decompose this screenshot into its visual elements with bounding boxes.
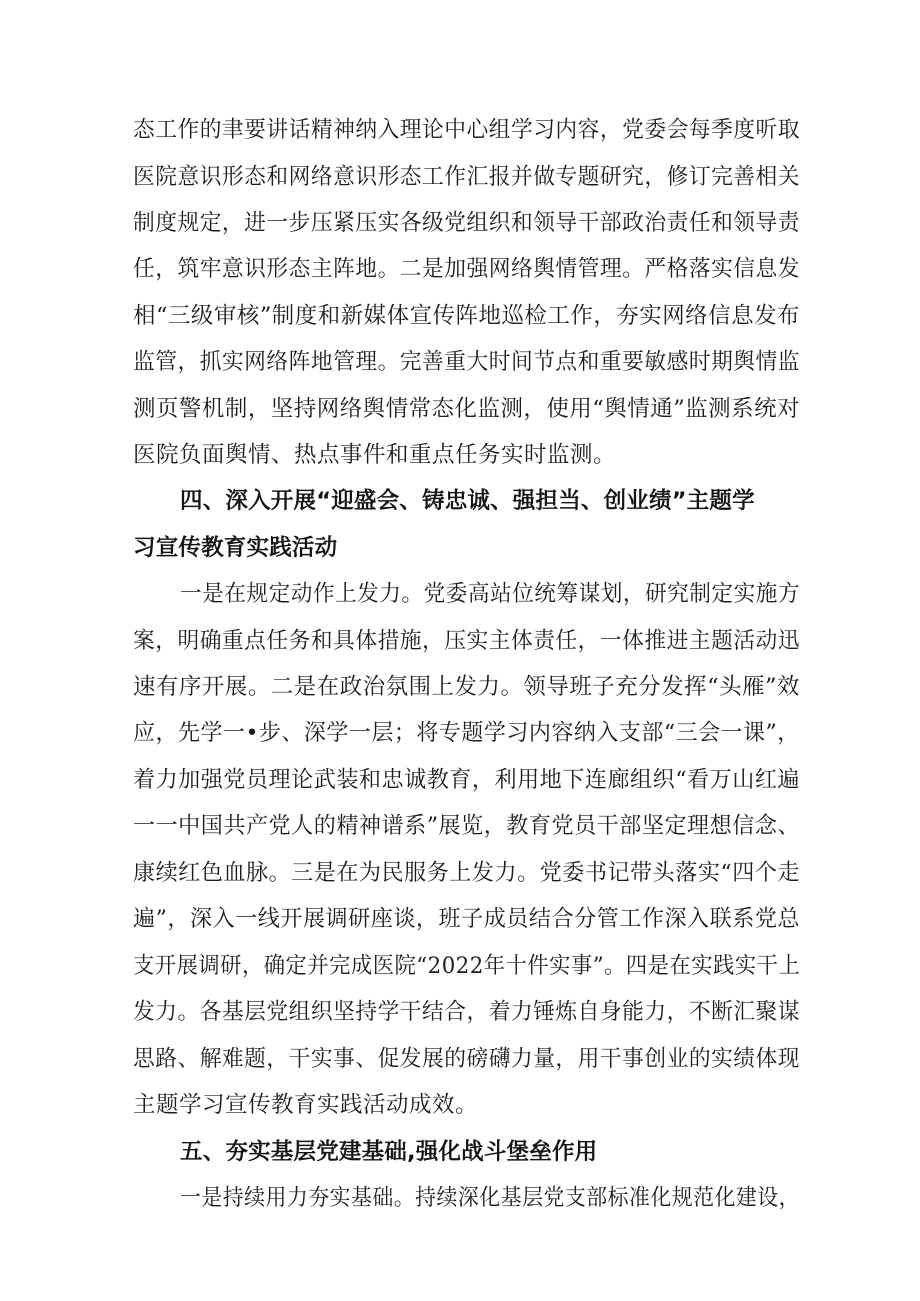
paragraph-line: 遍”，深入一线开展调研座谈，班子成员结合分管工作深入联系党总: [133, 906, 801, 932]
paragraph-line: 态工作的聿要讲话精神纳入理论中心组学习内容，党委会每季度听取: [133, 117, 801, 143]
paragraph-line: 案，明确重点任务和具体措施，压实主体责任，一体推进主题活动迅: [133, 628, 801, 654]
paragraph-line: 速有序开展。二是在政治氛围上发力。领导班子充分发挥“头雁”效: [133, 674, 801, 700]
paragraph-line: 着力加强党员理论武装和忠诚教育，利用地下连廊组织“看万山红遍: [133, 767, 801, 793]
paragraph-line: 主题学习宣传教育实践活动成效。: [133, 1092, 479, 1118]
section-heading: 习宣传教育实践活动: [133, 535, 338, 561]
section-heading: 五、夯实基层党建基础,强化战斗堡垒作用: [180, 1139, 598, 1165]
paragraph-line: 制度规定，进一步压紧压实各级党组织和领导干部政治责任和领导责: [133, 210, 801, 236]
paragraph-line: 监管，抓实网络阵地管理。完善重大时间节点和重要敏感时期舆情监: [133, 349, 801, 375]
paragraph-line: 医院负面舆情、热点事件和重点任务实时监测。: [133, 442, 617, 468]
paragraph-line: 相“三级审核”制度和新媒体宣传阵地巡检工作，夯实网络信息发布: [133, 303, 801, 329]
paragraph-line: 应，先学一•步、深学一层；将专题学习内容纳入支部“三会一课”，: [133, 720, 800, 746]
paragraph-line: 思路、解难题，干实事、促发展的磅礴力量，用干事创业的实绩体现: [133, 1046, 801, 1072]
paragraph-line: 一是在规定动作上发力。党委高站位统筹谋划，研究制定实施方: [180, 581, 801, 607]
section-heading: 四、深入开展“迎盛会、铸忠诚、强担当、创业绩”主题学: [180, 488, 755, 514]
paragraph-line: 一一中国共产党人的精神谱系”展览，教育党员干部坚定理想信念、: [133, 813, 801, 839]
paragraph-line: 支开展调研，确定并完成医院“2022年十件实事”。四是在实践实干上: [133, 953, 801, 979]
paragraph-line: 任，筑牢意识形态主阵地。二是加强网络舆情管理。严格落实信息发: [133, 256, 801, 282]
paragraph-line: 一是持续用力夯实基础。持续深化基层党支部标准化规范化建设，: [180, 1185, 801, 1211]
paragraph-line: 发力。各基层党组织坚持学干结合，着力锤炼自身能力，不断汇聚谋: [133, 999, 801, 1025]
paragraph-line: 测页警机制，坚持网络舆情常态化监测，使用“舆情通”监测系统对: [133, 396, 801, 422]
paragraph-line: 医院意识形态和网络意识形态工作汇报并做专题研究，修订完善相关: [133, 164, 801, 190]
paragraph-line: 康续红色血脉。三是在为民服务上发力。党委书记带头落实“四个走: [133, 860, 801, 886]
